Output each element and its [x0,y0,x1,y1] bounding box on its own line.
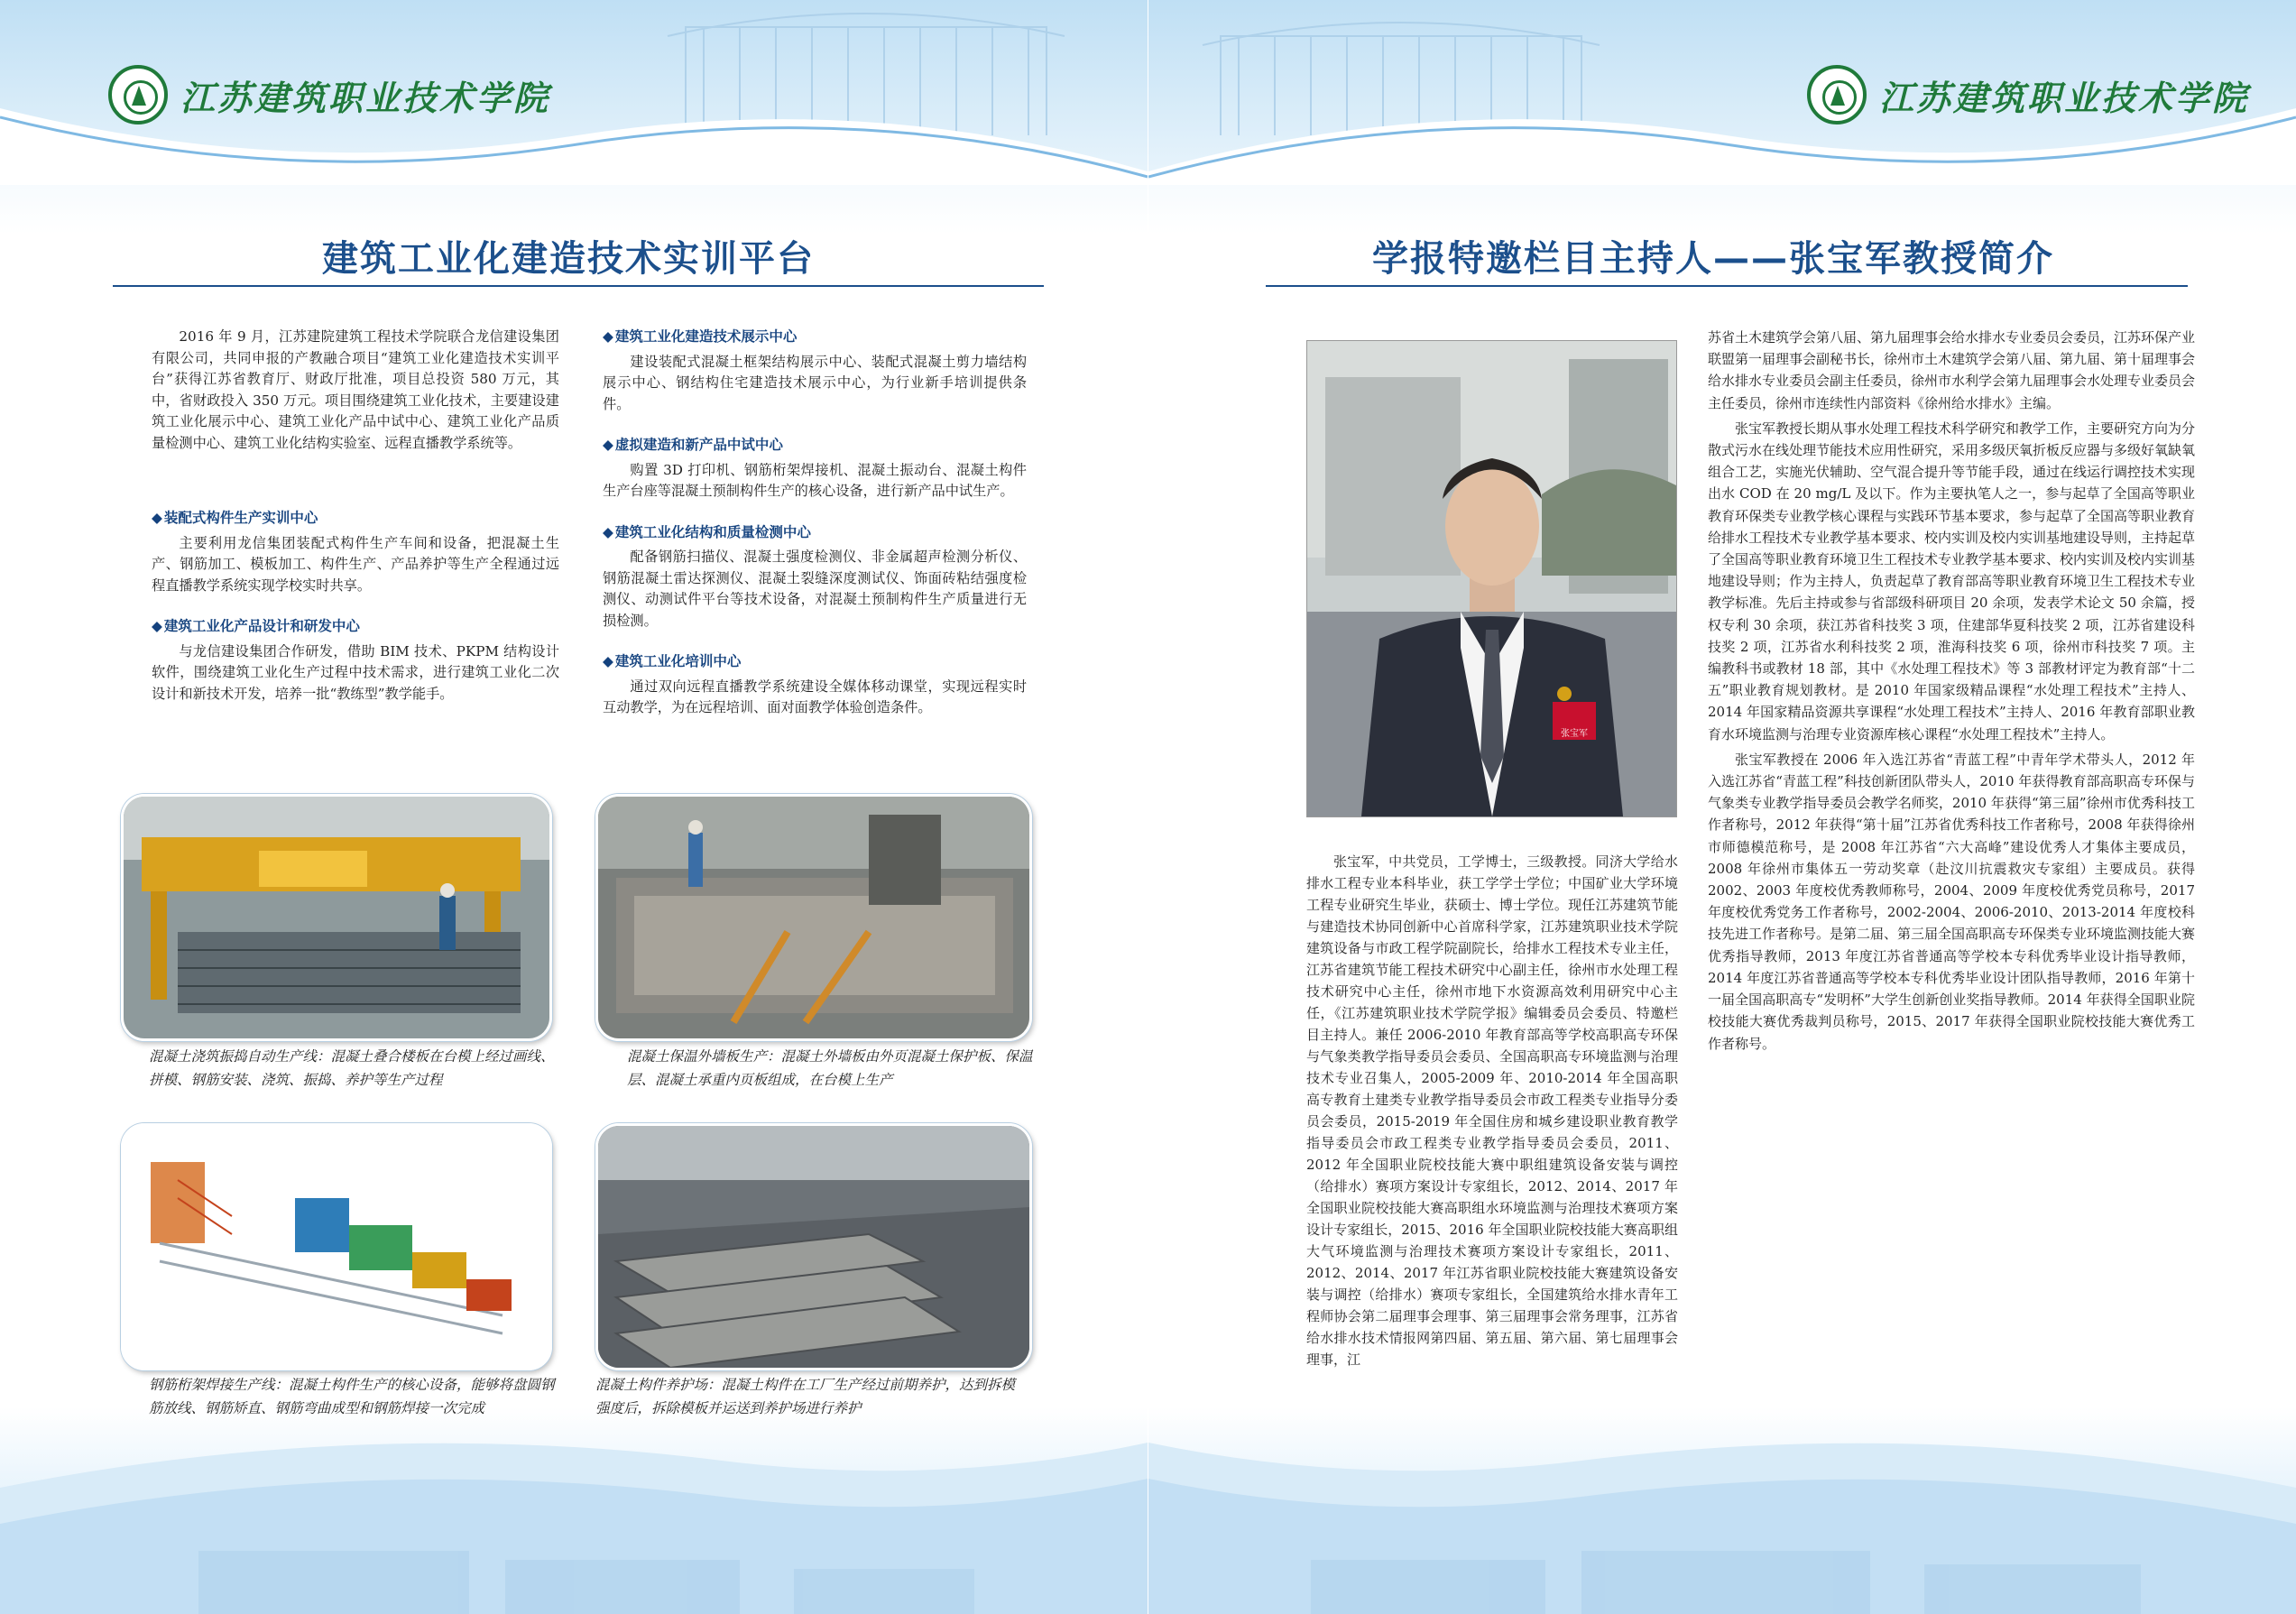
section-heading: ◆ 建筑工业化产品设计和研发中心 [152,618,360,634]
bio-column-1 [1306,851,1678,1374]
school-name: 江苏建筑职业技术学院 [180,77,551,118]
school-seal-icon [108,65,168,125]
school-seal-icon [1807,65,1867,125]
section-heading: ◆ 建筑工业化建造技术展示中心 [603,328,798,345]
section-heading: ◆ 建筑工业化培训中心 [603,653,742,669]
bio-paragraph: 张宝军教授在 2006 年入选江苏省“青蓝工程”中青年学术带头人，2012 年入选江苏省“青蓝工程”科技创新团队带头人，2010 年获得教育部高职高专环保与气象类专业教学指导委员会教学名师奖，2010 年获得“第三届”徐州市优秀科技工作者称号，2012 年获得“第十届”江苏省优秀科技工作者称号，2008 年获得徐州市师德模范称号，是 2008 年江苏省“六大高峰”建设优秀人才集体主要成员，2008 年徐州市集体五一劳动奖章（赴汶川抗震救灾专家组）主要成员。获得 2002、2003 年度校优秀教师称号，2004、2009 年度校优秀党员称号，2017 年度校优秀党务工作者称号，2002-2004、2006-2010、2013-2014 年度校科技先进工作者称号。是第二届、第三届全国高职高专环保类专业环境监测技能大赛优秀指导教师，2013 年度江苏省普通高等学校本专科优秀毕业设计指导教师，2014 年度江苏省普通高等学校本专科优秀毕业设计团队指导教师，2016 年第十一届全国高职高专“发明杯”大学生创新创业奖指导教师。2014 年获得全国职业院校技能大赛优秀裁判员称号，2015、2017 年获得全国职业院校技能大赛优秀工作者称号。 [1708,751,2196,1052]
photo-caption: 混凝土保温外墙板生产：混凝土外墙板由外页混凝土保护板、保温层、混凝土承重内页板组成，在台模上生产 [627,1048,1033,1088]
right-page [1148,0,2296,1614]
section-heading: ◆ 装配式构件生产实训中心 [152,510,318,526]
bio-paragraph: 苏省土木建筑学会第八届、第九届理事会给水排水专业委员会委员，江苏环保产业联盟第一届理事会副秘书长，徐州市土木建筑学会第八届、第九届、第十届理事会给水排水专业委员会副主任委员，徐州市水利学会第九届理事会水处理专业委员会主任委员，徐州市连续性内部资料《徐州给水排水》主编。 [1708,329,2196,411]
page-title: 建筑工业化建造技术实训平台 [322,238,815,280]
school-logo [108,65,550,125]
title-rule [113,285,1044,287]
page-title: 学报特邀栏目主持人——张宝军教授简介 [1372,238,2054,280]
school-logo [1807,65,2249,125]
section-text: 主要利用龙信集团装配式构件生产车间和设备，把混凝土生产、钢筋加工、模板加工、构件生产、产品养护等生产全程通过远程直播教学系统实现学校实时共享。 [152,534,559,594]
photo-caption: 钢筋桁架焊接生产线：混凝土构件生产的核心设备，能够将盘圆钢筋放线、钢筋矫直、钢筋弯曲成型和钢筋焊接一次完成 [149,1377,555,1416]
photo-caption: 混凝土构件养护场：混凝土构件在工厂生产经过前期养护，达到拆模强度后，拆除模板并运送到养护场进行养护 [595,1377,1016,1416]
footer-decoration [0,1425,1148,1614]
footer-decoration [1148,1425,2296,1614]
intro-paragraph: 2016 年 9 月，江苏建院建筑工程技术学院联合龙信建设集团有限公司，共同申报的产教融合项目“建筑工业化建造技术实训平台”获得江苏省教育厅、财政厅批准，项目总投资 580 万元，其中，省财政投入 350 万元。项目围绕建筑工业化技术，主要建设建筑工业化展示中心、建筑工业化产品中试中心、建筑工业化产品质量检测中心、建筑工业化结构实验室、远程直播教学系统等。 [152,328,559,451]
bio-paragraph: 张宝军教授长期从事水处理工程技术科学研究和教学工作，主要研究方向为分散式污水在线处理节能技术应用性研究，采用多级厌氧折板反应器与多级好氧缺氧组合工艺，实施光伏辅助、空气混合提升等节能手段，通过在线运行调控技术实现出水 COD 在 20 mg/L 及以下。作为主要执笔人之一，参与起草了全国高等职业教育环保类专业教学核心课程与实践环节基本要求，参与起草了全国高等职业教育给排水工程技术专业教学基本要求、校内实训及校内实训基地建设导则，主持起草了全国高等职业教育环境卫生工程技术专业教学基本要求、校内实训及校内实训基地建设导则；作为主持人，负责起草了教育部高等职业教育环境卫生工程技术专业教学标准。先后主持或参与省部级科研项目 20 余项，发表学术论文 50 余篇，授权专利 30 余项，获江苏省科技奖 3 项，住建部华夏科技奖 2 项，江苏省建设科技奖 2 项，江苏省水利科技奖 2 项，淮海科技奖 6 项，徐州市科技奖 7 项。主编教科书或教材 18 部，其中《水处理工程技术》等 3 部教材评定为教育部“十二五”职业教育规划教材。是 2010 年国家级精品课程“水处理工程技术”主持人、2014 年国家精品资源共享课程“水处理工程技术”主持人、2016 年教育部职业教育水环境监测与治理专业资源库核心课程“水处理工程技术”主持人。 [1708,420,2196,742]
section-text: 与龙信建设集团合作研发，借助 BIM 技术、PKPM 结构设计软件，围绕建筑工业化生产过程中技术需求，进行建筑工业化二次设计和新技术开发，培养一批“教练型”教学能手。 [152,642,559,702]
photo-welding-line [121,1123,552,1370]
left-column-2 [603,327,1027,723]
section-heading: ◆ 虚拟建造和新产品中试中心 [603,437,783,453]
title-rule [1266,285,2188,287]
school-name: 江苏建筑职业技术学院 [1879,77,2250,118]
photo-caption: 混凝土浇筑振捣自动生产线：混凝土叠合楼板在台模上经过画线、拼模、钢筋安装、浇筑、振捣、养护等生产过程 [149,1048,555,1088]
name-badge: 张宝军 [1561,729,1588,739]
section-text: 配备钢筋扫描仪、混凝土强度检测仪、非金属超声检测分析仪、钢筋混凝土雷达探测仪、混凝土裂缝深度测试仪、饰面砖粘结强度检测仪、动测试件平台等技术设备，对混凝土预制构件生产质量进行无损检测。 [603,549,1027,629]
photo-wall-panel [595,794,1032,1041]
left-column-1 [152,327,559,708]
section-text: 购置 3D 打印机、钢筋桁架焊接机、混凝土振动台、混凝土构件生产台座等混凝土预制构件生产的核心设备，进行新产品中试生产。 [603,461,1027,499]
photo-curing-yard [595,1123,1032,1370]
section-heading: ◆ 建筑工业化结构和质量检测中心 [603,523,811,540]
portrait-photo [1306,340,1677,817]
photo-casting-line [121,794,552,1041]
section-text: 建设装配式混凝土框架结构展示中心、装配式混凝土剪力墙结构展示中心、钢结构住宅建造技术展示中心，为行业新手培训提供条件。 [603,353,1027,412]
bio-column-2 [1708,327,2195,1058]
bio-paragraph: 张宝军，中共党员，工学博士，三级教授。同济大学给水排水工程专业本科毕业，获工学学士学位；中国矿业大学环境工程专业研究生毕业，获硕士、博士学位。现任江苏建筑节能与建造技术协同创新中心首席科学家，江苏建筑职业技术学院建筑设备与市政工程学院副院长，给排水工程技术专业主任，江苏省建筑节能工程技术研究中心副主任，徐州市水处理工程技术研究中心主任，徐州市地下水资源高效利用研究中心主任，《江苏建筑职业技术学院学报》编辑委员会委员、特邀栏目主持人。兼任 2006-2010 年教育部高等学校高职高专环保与气象类教学指导委员会委员、全国高职高专环境监测与治理技术专业召集人，2005-2009 年、2010-2014 年全国高职高专教育土建类专业教学指导委员会市政工程类专业指导分委员会委员，2015-2019 年全国住房和城乡建设职业教育教学指导委员会市政工程类专业教学指导委员会委员，2011、2012 年全国职业院校技能大赛中职组建筑设备安装与调控（给排水）赛项方案设计专家组长，2012、2014、2017 年全国职业院校技能大赛高职组水环境监测与治理技术赛项方案设计专家组长，2015、2016 年全国职业院校技能大赛高职组大气环境监测与治理技术赛项方案设计专家组长，2011、2012、2014、2017 年江苏省职业院校技能大赛建筑设备安装与调控（给排水）赛项专家组长，全国建筑给水排水青年工程师协会第二届理事会理事、第三届理事会常务理事，江苏省给水排水技术情报网第四届、第五届、第六届、第七届理事会理事，江 [1306,853,1678,1368]
section-text: 通过双向远程直播教学系统建设全媒体移动课堂，实现远程实时互动教学，为在远程培训、面对面教学体验创造条件。 [603,678,1027,715]
